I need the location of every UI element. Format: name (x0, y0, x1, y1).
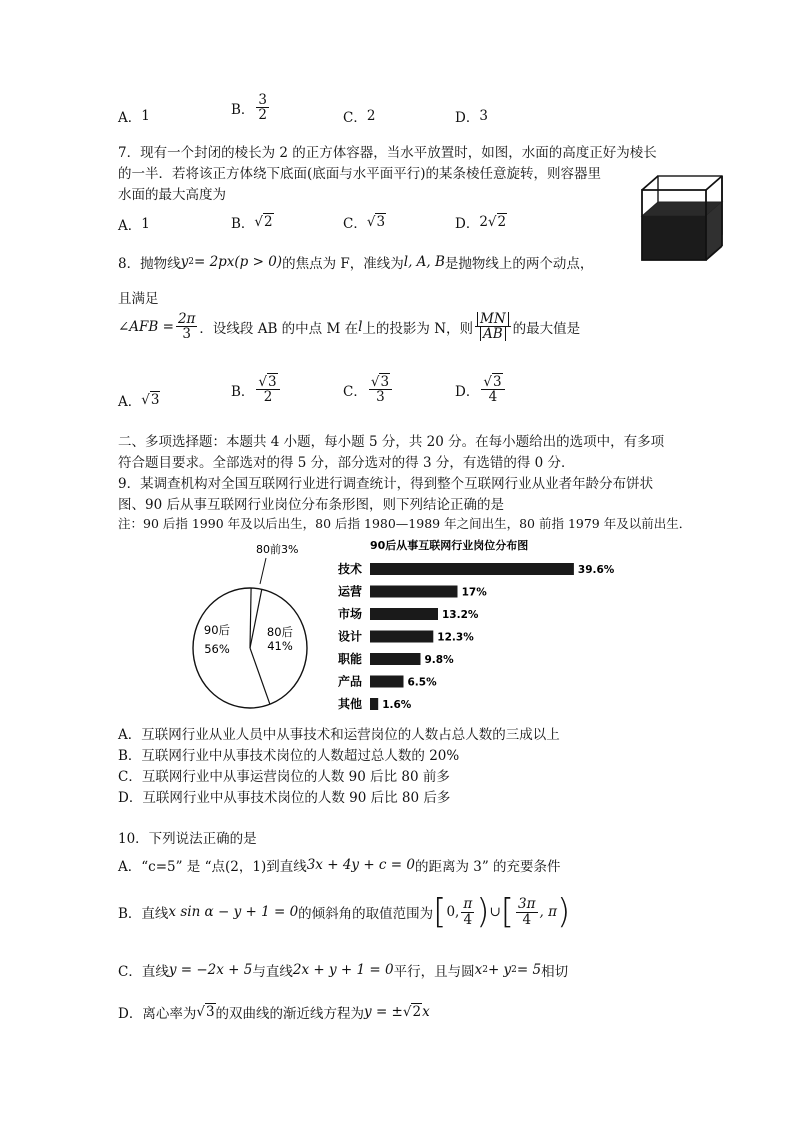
q10-title: 10．下列说法正确的是 (118, 831, 257, 847)
q10-option-a: A．“c=5” 是 “点(2，1)到直线 3x + 4y + c = 0 的距离为 3” 的充要条件 (118, 857, 561, 875)
q9-option-b: B．互联网行业中从事技术岗位的人数超过总人数的 20% (118, 748, 460, 764)
q8-line-2: 且满足 (118, 291, 159, 307)
q9-line-2: 图、90 后从事互联网行业岗位分布条形图，则下列结论正确的是 (118, 497, 504, 513)
q7-line-2: 的一半．若将该正方体绕下底面(底面与水平面平行)的某条棱任意旋转，则容器里 (118, 166, 602, 182)
q9-note: 注：90 后指 1990 年及以后出生，80 后指 1980—1989 年之间出生，80 前指 1979 年及以前出生． (118, 516, 692, 531)
bar (370, 676, 404, 688)
bar (370, 631, 433, 643)
q7-option-d: D． 2 √2 (455, 214, 507, 232)
bar-chart-title: 90后从事互联网行业岗位分布图 (370, 539, 529, 552)
q6-option-a: A． 1 (118, 108, 150, 126)
bar-value-label: 6.5% (407, 676, 437, 689)
bar-category-label: 设计 (338, 629, 363, 644)
q8-option-b: B． $\frac{√3}{2}$ (231, 375, 282, 404)
section-2-line-2: 符合题目要求。全部选对的得 5 分，部分选对的得 3 分，有选错的得 0 分． (118, 455, 575, 471)
pie-slice-edge (250, 648, 270, 704)
pie-label-80-after: 80后 (266, 625, 294, 639)
q6-option-c: C． 2 (343, 108, 376, 126)
q7-line-3: 水面的最大高度为 (118, 187, 226, 203)
bar (370, 698, 378, 710)
pie-slice-edge (250, 588, 251, 648)
bar-value-label: 39.6% (577, 564, 615, 576)
bar-category-label: 市场 (338, 607, 363, 621)
pie-slice-edge (250, 589, 262, 648)
q7-line-1: 7．现有一个封闭的棱长为 2 的正方体容器，当水平放置时，如图，水面的高度正好为棱长 (118, 145, 657, 161)
bar-category-label: 其他 (338, 697, 363, 711)
q8-option-d: D． $\frac{√3}{4}$ (455, 375, 507, 404)
q8-option-c: C． $\frac{√3}{3}$ (343, 375, 394, 404)
cube-container-figure (638, 172, 728, 267)
pie-label-80-before: 80前3% (256, 543, 299, 556)
q10-option-c: C．直线 y = −2x + 5 与直线 2x + y + 1 = 0 平行，且与圆 x 2 + y 2 = 5 相切 (118, 962, 569, 980)
q8-line-1: 8．抛物线 y 2 = 2px(p > 0) 的焦点为 F，准线为 l, A, B 是抛物线上的两个动点， (118, 254, 594, 272)
bar (370, 608, 438, 620)
bar (370, 653, 421, 665)
q8-option-a: A． √3 (118, 392, 160, 410)
q7-option-a: A． 1 (118, 216, 150, 234)
q7-option-b: B． √2 (231, 214, 273, 232)
q8-line-3: ∠AFB = $\frac{2\pi}{3}$ ．设线段 AB 的中点 M 在 l 上的投影为 N，则 $\frac{MN}{AB}$ 的最大值是 (118, 311, 581, 343)
section-2-line-1: 二、多项选择题：本题共 4 小题，每小题 5 分，共 20 分。在每小题给出的选项中，有多项 (118, 434, 665, 450)
bar-value-label: 13.2% (442, 609, 479, 621)
bar (370, 563, 574, 575)
q6-option-d: D． 3 (455, 108, 488, 126)
job-bar-chart (330, 535, 650, 720)
q6-option-b: B． $\frac{3}{2}$ (231, 92, 268, 124)
bar-value-label: 17% (461, 586, 487, 599)
water-front (642, 216, 706, 260)
bar-category-label: 运营 (338, 584, 363, 599)
q9-line-1: 9．某调查机构对全国互联网行业进行调查统计，得到整个互联网行业从业者年龄分布饼状 (118, 476, 654, 492)
bar-value-label: 9.8% (424, 654, 454, 666)
pie-value-80-after: 41% (267, 639, 293, 653)
bar (370, 586, 458, 598)
q9-option-d: D．互联网行业中从事技术岗位的人数 90 后比 80 后多 (118, 790, 451, 806)
q9-option-c: C．互联网行业中从事运营岗位的人数 90 后比 80 前多 (118, 769, 450, 785)
q7-option-c: C． √3 (343, 214, 386, 232)
q9-option-a: A．互联网行业从业人员中从事技术和运营岗位的人数占总人数的三成以上 (118, 727, 560, 743)
bar-category-label: 技术 (338, 562, 363, 576)
bar-category-label: 职能 (338, 652, 363, 666)
q10-option-b: B．直线 x sin α − y + 1 = 0 的倾斜角的取值范围为 [ 0, $\frac{\pi}{4}$ ) ∪ [ $\frac{3\pi}{4}$ , π ) (118, 892, 571, 932)
pie-label-90-after: 90后 (203, 623, 231, 637)
q10-option-d: D．离心率为 √3 的双曲线的渐近线方程为 y = ± √2 x (118, 1004, 430, 1022)
pie-callout-line (260, 558, 266, 584)
bar-category-label: 产品 (338, 674, 363, 689)
age-pie-chart (180, 538, 320, 713)
bar-value-label: 12.3% (437, 631, 474, 644)
bar-value-label: 1.6% (382, 699, 412, 711)
pie-value-90-after: 56% (204, 642, 230, 656)
